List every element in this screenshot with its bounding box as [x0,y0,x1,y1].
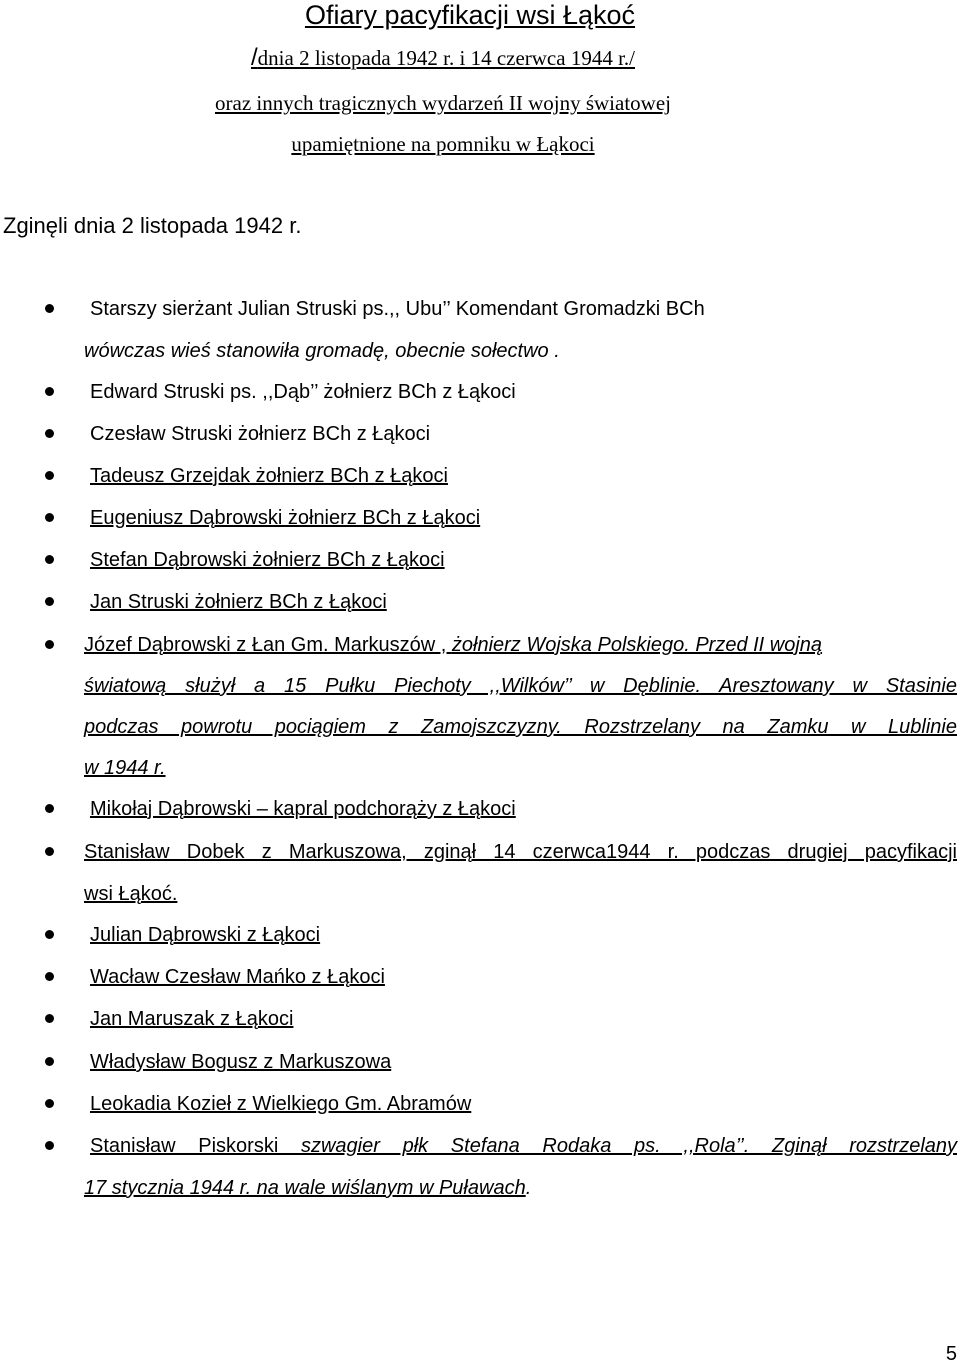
list-item-continuation: wsi Łąkoć. [84,883,178,905]
bullet-icon [45,847,54,856]
list-item-continuation: wówczas wieś stanowiła gromadę, obecnie sołectwo . [84,340,560,362]
list-item-text: Czesław Struski żołnierz BCh z Łąkoci [90,423,431,445]
bullet-icon [45,597,54,606]
bullet-icon [45,1014,54,1023]
list-item-text: Julian Dąbrowski z Łąkoci [90,924,321,946]
list-item-continuation [84,1175,957,1201]
list-item-text: Stanisław Dobek z Markuszowa, zginął 14 czerwca1944 r. podczas drugiej pacyfikacji [84,841,957,863]
list-item-text: Jan Struski żołnierz BCh z Łąkoci [90,591,387,613]
bullet-icon [45,1057,54,1066]
list-item-continuation: w 1944 r. [84,757,166,779]
title-dates-text: dnia 2 listopada 1942 r. i 14 czerwca 1944 r./ [257,46,635,70]
list-item-text-italic: żołnierz Wojska Polskiego. Przed II wojną [451,634,823,656]
bullet-icon [45,1141,54,1150]
bullet-icon [45,304,54,313]
bullet-icon [45,555,54,564]
bullet-icon [45,640,54,649]
page-number: 5 [945,1343,957,1365]
list-item-text: Eugeniusz Dąbrowski żołnierz BCh z Łąkoci [90,507,481,529]
section-heading: Zginęli dnia 2 listopada 1942 r. [3,213,302,238]
list-item-text: Jan Maruszak z Łąkoci [90,1008,294,1030]
list-item-text: Wacław Czesław Mańko z Łąkoci [90,966,385,988]
bullet-icon [45,804,54,813]
list-item-text: Leokadia Kozieł z Wielkiego Gm. Abramów [90,1093,472,1115]
list-item-text: Starszy sierżant Julian Struski ps.,, Ubu’’ Komendant Gromadzki BCh [90,298,705,320]
list-item-text: Tadeusz Grzejdak żołnierz BCh z Łąkoci [90,465,448,487]
list-item-text: Edward Struski ps. ,,Dąb’’ żołnierz BCh z Łąkoci [90,381,516,403]
list-item-text: Władysław Bogusz z Markuszowa [90,1051,392,1073]
title-subtitle-2: upamiętnione na pomniku w Łąkoci [291,132,595,156]
title-subtitle-1: oraz innych tragicznych wydarzeń II wojny światowej [215,91,671,115]
list-item-continuation-text: 17 stycznia 1944 r. na wale wiślanym w Puławach [84,1177,526,1199]
title-dates-line [0,45,886,71]
list-item-text: Stefan Dąbrowski żołnierz BCh z Łąkoci [90,549,445,571]
list-item-continuation: światową służył a 15 Pułku Piechoty ,,Wilków’’ w Dęblinie. Aresztowany w Stasinie [84,675,957,697]
bullet-icon [45,972,54,981]
bullet-icon [45,387,54,396]
list-item-text-italic: szwagier płk Stefana Rodaka ps. ,,Rola’’. Zginął rozstrzelany [300,1135,958,1157]
bullet-icon [45,1099,54,1108]
list-item-text-normal: Stanisław Piskorski [90,1135,301,1157]
list-item-continuation: podczas powrotu pociągiem z Zamojszczyzny. Rozstrzelany na Zamku w Lublinie [84,716,957,738]
bullet-icon [45,429,54,438]
list-item-text-normal: Józef Dąbrowski z Łan Gm. Markuszów , [84,634,452,656]
list-item-continuation-period: . [525,1177,532,1199]
document-title: Ofiary pacyfikacji wsi Łąkoć [304,0,636,30]
bullet-icon [45,513,54,522]
bullet-icon [45,471,54,480]
title-dates-slash: / [251,44,258,71]
list-item-text [84,632,957,658]
bullet-icon [45,930,54,939]
list-item-text [90,1133,957,1159]
list-item-text: Mikołaj Dąbrowski – kapral podchorąży z Łąkoci [90,798,516,820]
